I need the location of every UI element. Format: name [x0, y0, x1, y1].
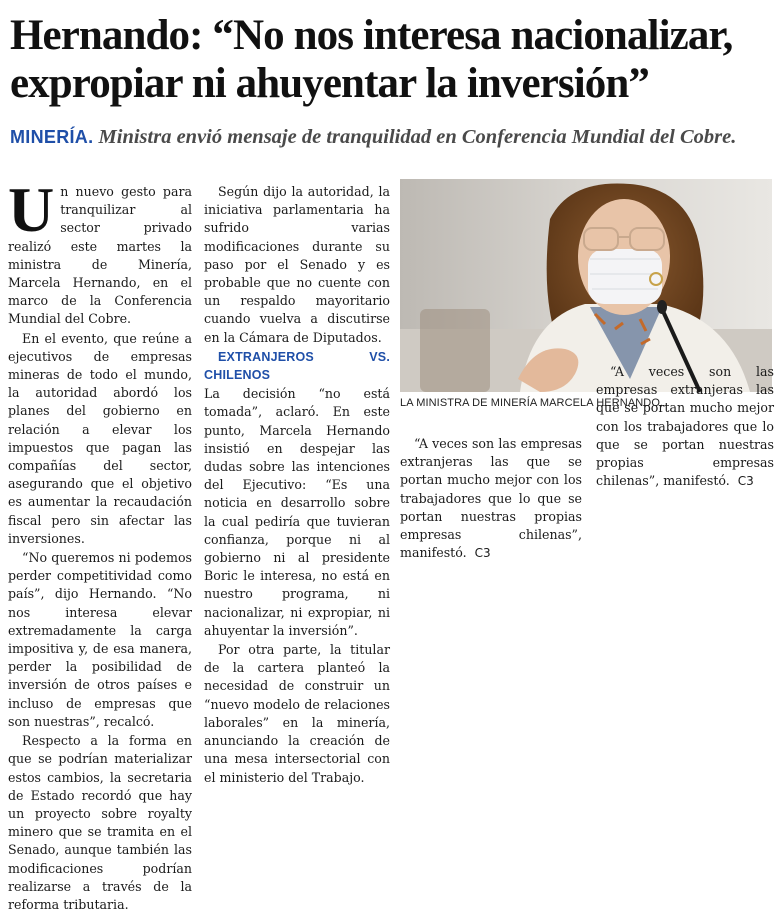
paragraph-5: Según dijo la autoridad, la iniciativa parlamentaria ha sufrido varias modificaciones durante su paso por el Senado y es probable que no cuente con un respaldo mayoritario cuando vuelva a discutirse en la Cámara de Diputados. — [204, 184, 390, 345]
end-mark-icon: C3 — [474, 546, 491, 561]
paragraph-7: Por otra parte, la titular de la cartera planteó la necesidad de construir un “nuevo modelo de relaciones laborales” en la minería, anunciando la creación de una mesa intersectorial con el ministerio del Trabajo. — [204, 642, 390, 785]
subtitle: Ministra envió mensaje de tranquilidad en Conferencia Mundial del Cobre. — [98, 126, 737, 148]
article-column-3 — [400, 435, 582, 561]
paragraph-8 — [400, 435, 582, 562]
paragraph-6: La decisión “no está tomada”, aclaró. En este punto, Marcela Hernando insistió en despejar las dudas sobre las intenciones del Ejecutivo: “Es una noticia en desarrollo sobre la cual pediría que tuvieran confianza, porque ni al gobierno ni al presidente Boric le interesa, no está en nuestro programa, ni nacionalizar, ni expropiar, ni ahuyentar la inversión”. — [204, 386, 390, 638]
article-photo — [400, 179, 772, 392]
article-column-1 — [8, 174, 192, 915]
paragraph-8-text-continued: “A veces son las empresas extranjeras las que se portan mucho mejor con los trabajadores que lo que se portan nuestras propias empresas chilenas”, manifestó. — [596, 364, 774, 489]
paragraph-3: “No queremos ni podemos perder competitividad como país”, dijo Hernando. “No nos interesa elevar extremadamente la carga impositiva y, de esa manera, perder la posibilidad de inversión de otros países e incluso de empresas que son nuestras”, recalcó. — [8, 550, 192, 729]
drop-cap: U — [8, 174, 55, 245]
paragraph-2: En el evento, que reúne a ejecutivos de empresas mineras de todo el mundo, la autoridad abordó los planes del gobierno en relación a elevar los impuestos que pagan las compañías del sector, asegurando que el objetivo es aumentar la recaudación fiscal pero sin afectar las inversiones. — [8, 330, 192, 546]
subhead: EXTRANJEROS VS. CHILENOS — [204, 349, 390, 383]
photo-caption: LA MINISTRA DE MINERÍA MARCELA HERNANDO. — [400, 397, 664, 409]
paragraph-8-continued — [596, 363, 774, 490]
paragraph-8-text: “A veces son las empresas extranjeras las que se portan mucho mejor con los trabajadores que lo que se portan nuestras propias empresas chilenas”, manifestó. — [400, 436, 582, 561]
deck — [10, 125, 775, 149]
paragraph-1-text: n nuevo gesto para tranquilizar al sector privado realizó este martes la ministra de Minería, Marcela Hernando, en el marco de la Conferencia Mundial del Cobre. — [8, 184, 192, 327]
end-mark-icon-continued: C3 — [737, 474, 754, 489]
minister-photo-illustration — [400, 179, 772, 392]
paragraph-4: Respecto a la forma en que se podrían materializar estos cambios, la secretaria de Estado recordó que hay un proyecto sobre royalty minero que se tramita en el Senado, aunque también las modificaciones podrían realizarse a través de la reforma tributaria. — [8, 733, 192, 912]
paragraph-1 — [8, 174, 192, 329]
section-label: MINERÍA. — [10, 127, 94, 147]
article-column-2 — [204, 183, 390, 788]
headline: Hernando: “No nos interesa nacionalizar, expropiar ni ahuyentar la inversión” — [10, 12, 733, 107]
article-column-4 — [596, 364, 774, 507]
